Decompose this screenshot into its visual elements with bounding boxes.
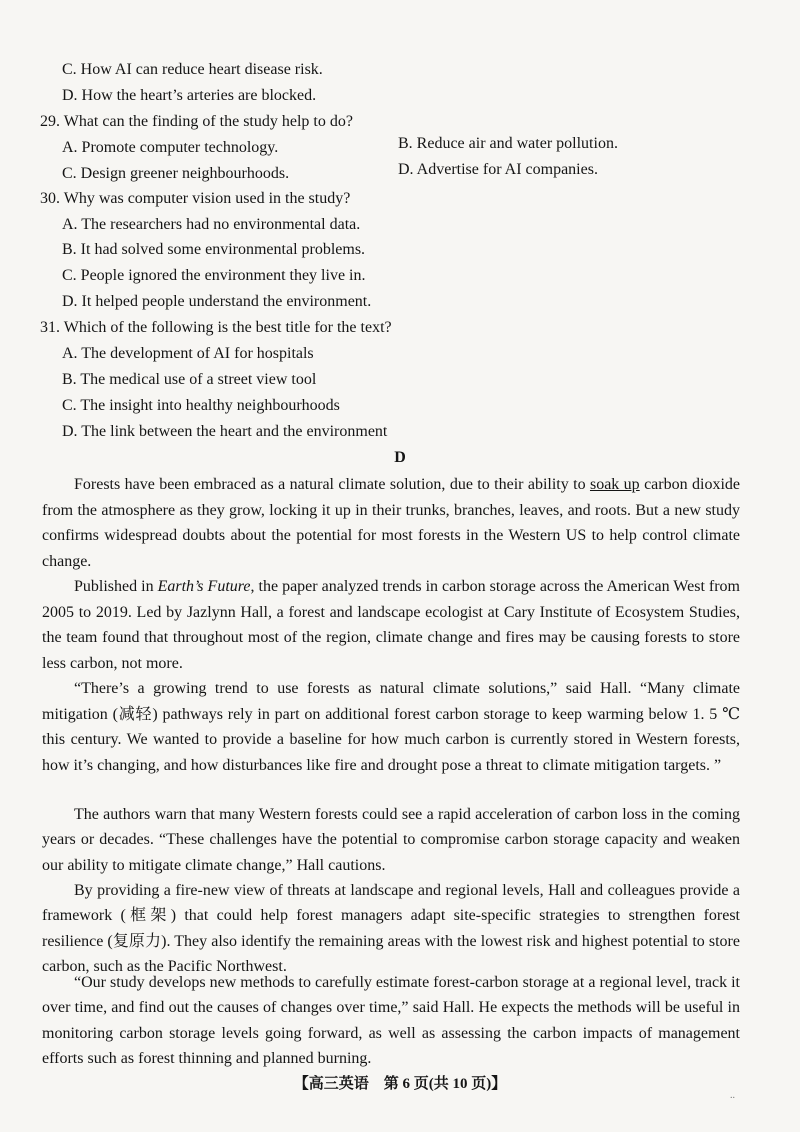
q31-option-c: C. The insight into healthy neighbourhoods	[62, 397, 340, 414]
passage-paragraph-6: “Our study develops new methods to carefully estimate forest-carbon storage at a regional level, track it over time, and find out the causes of changes over time,” said Hall. He expects the methods will be useful in monitoring carbon storage levels going forward, as well as assessing the carbon impacts of management efforts such as forest thinning and planned burning.	[42, 974, 740, 1068]
q31-option-b: B. The medical use of a street view tool	[62, 371, 317, 388]
q30-stem: 30. Why was computer vision used in the study?	[40, 190, 351, 207]
q29-stem: 29. What can the finding of the study help to do?	[40, 113, 353, 130]
passage-paragraph-5: By providing a fire-new view of threats at landscape and regional levels, Hall and colleagues provide a framework (框架) that could help forest managers adapt site-specific strategies to strengthen forest resilience (复原力). They also identify the remaining areas with the lowest risk and highest potential to store carbon, such as the Pacific Northwest.	[42, 882, 740, 976]
passage-paragraph-4: The authors warn that many Western forests could see a rapid acceleration of carbon loss in the coming years or decades. “These challenges have the potential to compromise carbon storage capacity and weaken our ability to mitigate climate change,” Hall cautions.	[42, 806, 740, 874]
q30-option-b: B. It had solved some environmental problems.	[62, 241, 366, 258]
passage-paragraph-3: “There’s a growing trend to use forests as natural climate solutions,” said Hall. “Many climate mitigation (减轻) pathways rely in part on additional forest carbon storage to keep warming below 1. 5 ℃ this century. We wanted to provide a baseline for how much carbon is currently stored in Western forests, how it’s changing, and how disturbances like fire and drought pose a threat to climate mitigation targets. ”	[42, 680, 740, 774]
q28-option-d: D. How the heart’s arteries are blocked.	[62, 87, 317, 104]
q29-option-a: A. Promote computer technology.	[62, 139, 279, 156]
section-title: D	[394, 449, 406, 466]
q30-option-a: A. The researchers had no environmental data.	[62, 216, 361, 233]
q31-stem: 31. Which of the following is the best title for the text?	[40, 319, 392, 336]
q29-option-c: C. Design greener neighbourhoods.	[62, 165, 290, 182]
page-footer: 【高三英语 第 6 页(共 10 页)】	[293, 1076, 507, 1092]
q28-option-c: C. How AI can reduce heart disease risk.	[62, 61, 323, 78]
q29-option-b: B. Reduce air and water pollution.	[398, 135, 618, 152]
passage-paragraph-1: Forests have been embraced as a natural climate solution, due to their ability to soak up carbon dioxide from the atmosphere as they grow, locking it up in their trunks, branches, leaves, and roots. But a new study confirms widespread doubts about the potential for most forests in the Western US to help control climate change.	[42, 476, 740, 570]
q30-option-c: C. People ignored the environment they live in.	[62, 267, 366, 284]
q29-option-d: D. Advertise for AI companies.	[398, 161, 598, 178]
passage-paragraph-2: Published in Earth’s Future, the paper analyzed trends in carbon storage across the American West from 2005 to 2019. Led by Jazlynn Hall, a forest and landscape ecologist at Cary Institute of Ecosystem Studies, the team found that throughout most of the region, climate change and fires may be causing forests to store less carbon, not more.	[42, 578, 741, 672]
corner-mark: ..	[730, 1090, 735, 1101]
underlined-phrase: soak up	[589, 476, 640, 493]
q31-option-a: A. The development of AI for hospitals	[62, 345, 314, 362]
q31-option-d: D. The link between the heart and the environment	[62, 423, 388, 440]
journal-name: Earth’s Future	[157, 578, 251, 595]
q30-option-d: D. It helped people understand the environment.	[62, 293, 372, 310]
